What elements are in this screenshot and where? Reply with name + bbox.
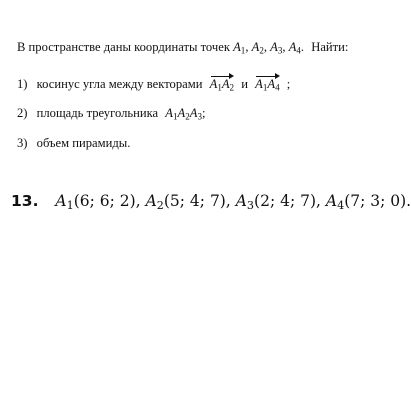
- coord-a1: $A_1(6$; 6; 2): [55, 192, 136, 212]
- item-1-conj: и: [241, 77, 248, 91]
- item-3-text: объем пирамиды.: [36, 136, 131, 150]
- point-a2: $A_2$: [251, 40, 264, 56]
- coord-a4: $A_4(7$; 3; 0): [325, 192, 407, 212]
- point-a4: $A_4$: [288, 40, 301, 56]
- item-1-text: косинус угла между векторами: [36, 77, 203, 91]
- item-2-text: площадь треугольника: [36, 106, 159, 120]
- find-label: Найти:: [311, 40, 349, 54]
- vector-a1a2: $A_1A_2$: [209, 77, 235, 93]
- item-3-number: 3): [17, 136, 28, 150]
- item-2: [17, 106, 205, 121]
- point-a3: $A_3$: [270, 40, 283, 56]
- task-intro-text: В пространстве даны координаты точек: [17, 40, 230, 54]
- triangle-a1a2a3: $A_1A_2A_3$: [165, 106, 202, 122]
- item-2-end: ;: [201, 106, 206, 120]
- item-2-number: 2): [17, 106, 28, 120]
- item-3: [17, 136, 130, 151]
- item-1: [17, 77, 290, 92]
- vector-a1a4: $A_1A_4$: [255, 77, 280, 93]
- problem-coordinates: $A_1(6$; 6; 2), $A_2(5$; 4; 7), $A_3(2$; 4; 7), $A_4(7$; 3; 0).: [55, 192, 411, 212]
- point-a1: $A_1$: [233, 40, 246, 56]
- coord-a3: $A_3(2$; 4; 7): [235, 192, 317, 212]
- item-1-number: 1): [17, 77, 28, 91]
- problem-13: [11, 192, 411, 210]
- problem-number: 13.: [11, 192, 39, 210]
- item-1-end: ;: [286, 77, 291, 91]
- task-intro-line: В пространстве даны координаты точек $A_1$, $A_2$, $A_3$, $A_4$. Найти:: [17, 40, 349, 56]
- problem-end: .: [406, 192, 411, 210]
- coord-a2: $A_2(5$; 4; 7): [145, 192, 226, 212]
